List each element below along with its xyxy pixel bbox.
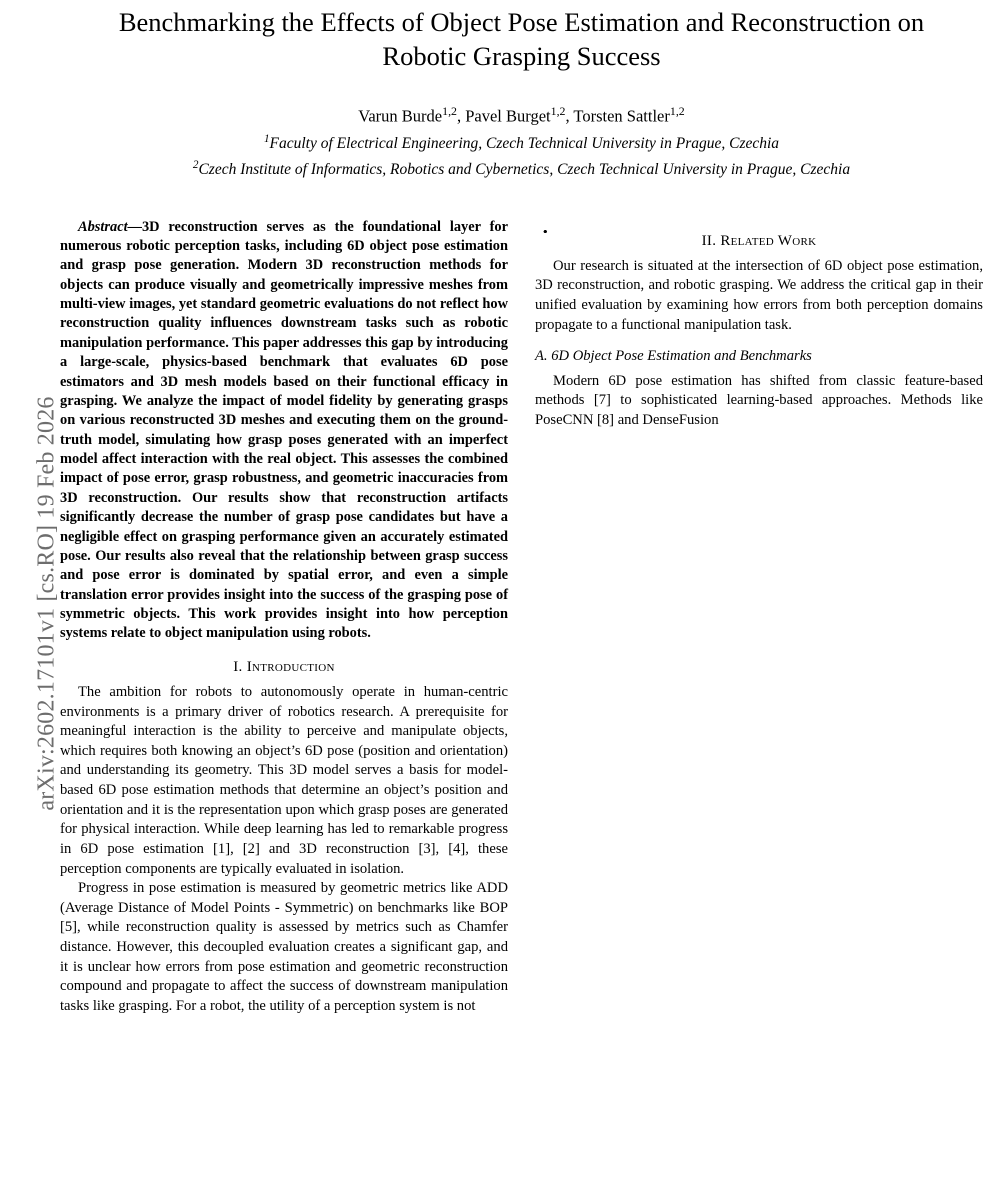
intro-paragraph-2: Progress in pose estimation is measured by geometric metrics like ADD (Average Distance of Model Points - Symmetric) on benchmarks like BOP [5], while reconstruction quality is assessed by metrics such as Chamfer distance. However, this decoupled evaluation creates a significant gap, and it is unclear how errors from pose estimation and geometric reconstruction compound and propagate to affect the success of downstream manipulation tasks like grasping. For a robot, the utility of a perception system is not: [60, 880, 508, 1014]
section-number: II.: [701, 232, 717, 249]
paper-content: [60, 0, 983, 1017]
arxiv-identifier-stamp: arXiv:2602.17101v1 [cs.RO] 19 Feb 2026: [33, 396, 60, 811]
section-heading-introduction: [60, 657, 508, 677]
abstract-body: 3D reconstruction serves as the foundational layer for numerous robotic perception tasks, including 6D object pose estimation and grasp pose generation. Modern 3D reconstruction methods for objects can produce visually and geometrically impressive meshes from multi-view images, yet standard geometric evaluations do not reflect how reconstruction quality influences downstream tasks such as robotic manipulation performance. This paper addresses this gap by introducing a large-scale, physics-based benchmark that evaluates 6D pose estimators and 3D mesh models based on their functional efficacy in grasping. We analyze the impact of model fidelity by generating grasps on various reconstructed 3D meshes and executing them on the ground-truth model, simulating how grasp poses generated with an imperfect model affect interaction with the real object. This assesses the combined impact of pose error, grasp robustness, and geometric inaccuracies from 3D reconstruction. Our results show that reconstruction artifacts significantly decrease the number of grasp pose candidates but have a negligible effect on grasping performance given an accurately estimated pose. Our results also reveal that the relationship between grasp success and pose error is dominated by spatial error, and even a simple translation error provides insight into the success of the grasping pose of symmetric objects. This work provides insight into how perception systems relate to object manipulation using robots.: [60, 218, 508, 642]
right-column: [535, 218, 983, 1017]
section-number: I.: [233, 658, 243, 675]
subsection-heading-6d-pose: [535, 347, 983, 367]
affiliation-2: $^2$Czech Institute of Informatics, Robotics and Cybernetics, Czech Technical University in Prague, Czechia: [192, 159, 851, 179]
two-column-body: [60, 218, 983, 1017]
subsection-title: 6D Object Pose Estimation and Benchmarks: [551, 348, 812, 365]
subsection-label: A.: [535, 348, 548, 365]
left-column: [60, 218, 508, 1017]
subsection-paragraph: Modern 6D pose estimation has shifted from classic feature-based methods [7] to sophisticated learning-based approaches. Methods like PoseCNN [8] and DenseFusion: [535, 372, 983, 429]
intro-paragraph-1: The ambition for robots to autonomously operate in human-centric environments is a primary driver of robotics research. A prerequisite for meaningful interaction is the ability to perceive and manipulate objects, which requires both knowing an object’s 6D pose (position and orientation) and understanding its geometry. This 3D model serves a basis for model-based 6D pose estimation methods that determine an object’s position and orientation and it is the representation upon which grasp poses are generated for physical interaction. While deep learning has led to remarkable progress in 6D pose estimation [1], [2] and 3D reconstruction [3], [4], these perception components are typically evaluated in isolation.: [60, 683, 508, 877]
section-title: Related Work: [720, 232, 817, 249]
author-list: Varun Burde$^{1,2}$, Pavel Burget$^{1,2}$, Torsten Sattler$^{1,2}$: [358, 104, 685, 126]
section-heading-related-work: [535, 231, 983, 251]
abstract-paragraph: [60, 218, 508, 644]
section-title: Introduction: [246, 658, 335, 675]
related-work-paragraph: Our research is situated at the intersection of 6D object pose estimation, 3D reconstruction, and robotic grasping. We address the critical gap in their unified evaluation by examining how errors from both perception domains propagate to a functional manipulation task.: [535, 257, 983, 333]
abstract-lead-in: Abstract—: [78, 218, 142, 235]
affiliation-1: $^1$Faculty of Electrical Engineering, Czech Technical University in Prague, Czechia: [263, 132, 780, 152]
page-title: Benchmarking the Effects of Object Pose Estimation and Reconstruction on Robotic Grasping Success: [118, 7, 925, 71]
